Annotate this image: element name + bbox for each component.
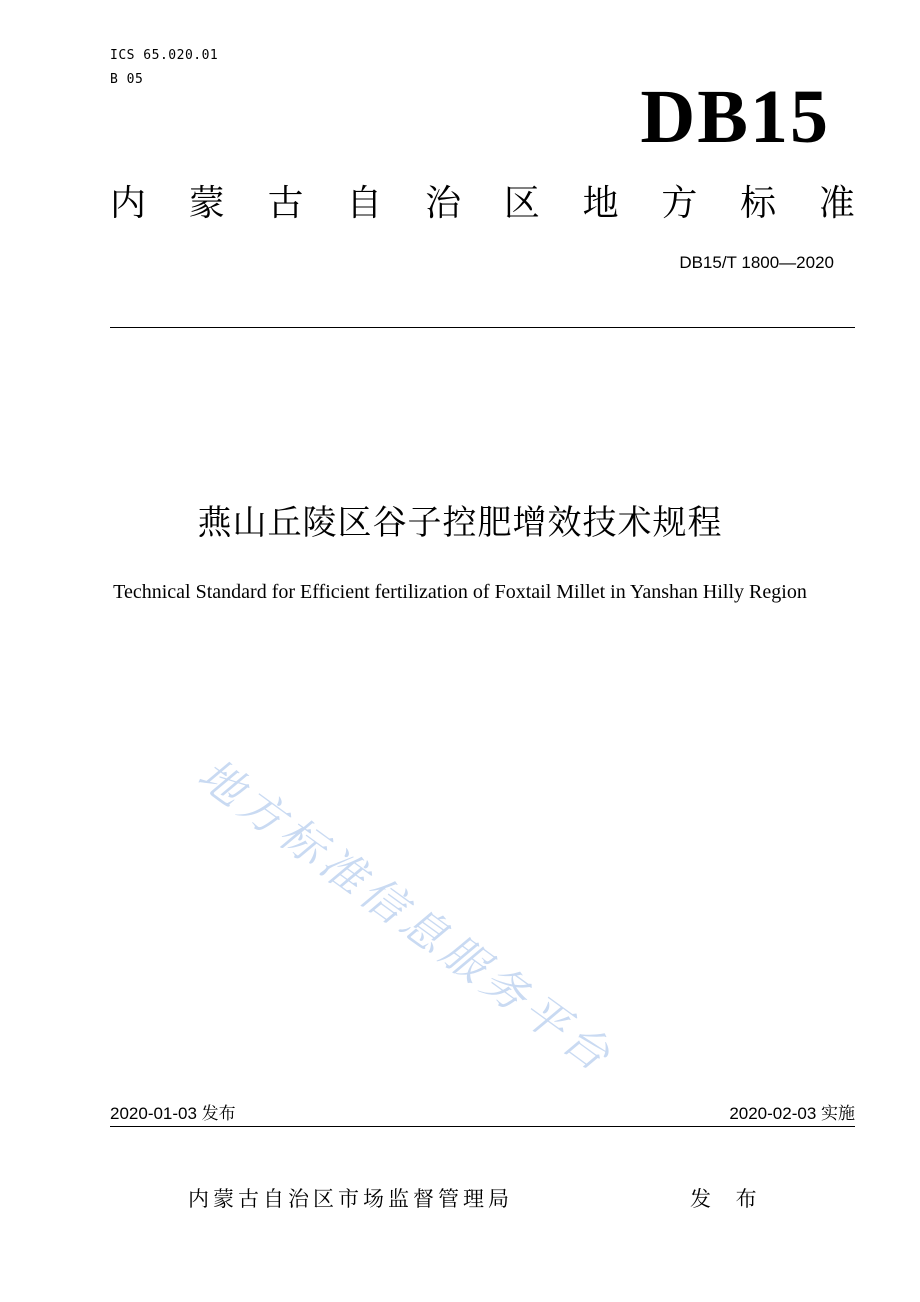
category-char: 治 xyxy=(425,183,462,224)
category-char: 准 xyxy=(818,183,855,224)
category-char: 自 xyxy=(346,183,383,224)
publish-date: 2020-01-03 发布 xyxy=(110,1104,236,1123)
header-divider xyxy=(110,327,855,328)
watermark: 地方标准信息服务平台 xyxy=(188,748,624,1085)
classification-code: B 05 xyxy=(110,72,144,87)
date-divider xyxy=(110,1126,855,1127)
issuing-authority: 内蒙古自治区市场监督管理局 xyxy=(188,1187,513,1211)
standard-category xyxy=(110,176,855,232)
category-char: 地 xyxy=(582,183,619,224)
category-char: 区 xyxy=(503,183,540,224)
document-title-english: Technical Standard for Efficient fertilization of Foxtail Millet in Yanshan Hilly Region xyxy=(113,581,807,603)
implement-date: 2020-02-03 实施 xyxy=(729,1104,855,1123)
category-char: 内 xyxy=(110,183,147,224)
ics-code: ICS 65.020.01 xyxy=(110,48,219,63)
document-title-chinese: 燕山丘陵区谷子控肥增效技术规程 xyxy=(197,503,723,543)
standard-logo: DB15 xyxy=(640,75,830,159)
category-char: 蒙 xyxy=(188,183,225,224)
standard-number: DB15/T 1800—2020 xyxy=(679,253,834,272)
category-char: 古 xyxy=(267,183,304,224)
issue-label: 发 布 xyxy=(690,1187,766,1211)
category-char: 方 xyxy=(661,183,698,224)
category-char: 标 xyxy=(740,183,777,224)
